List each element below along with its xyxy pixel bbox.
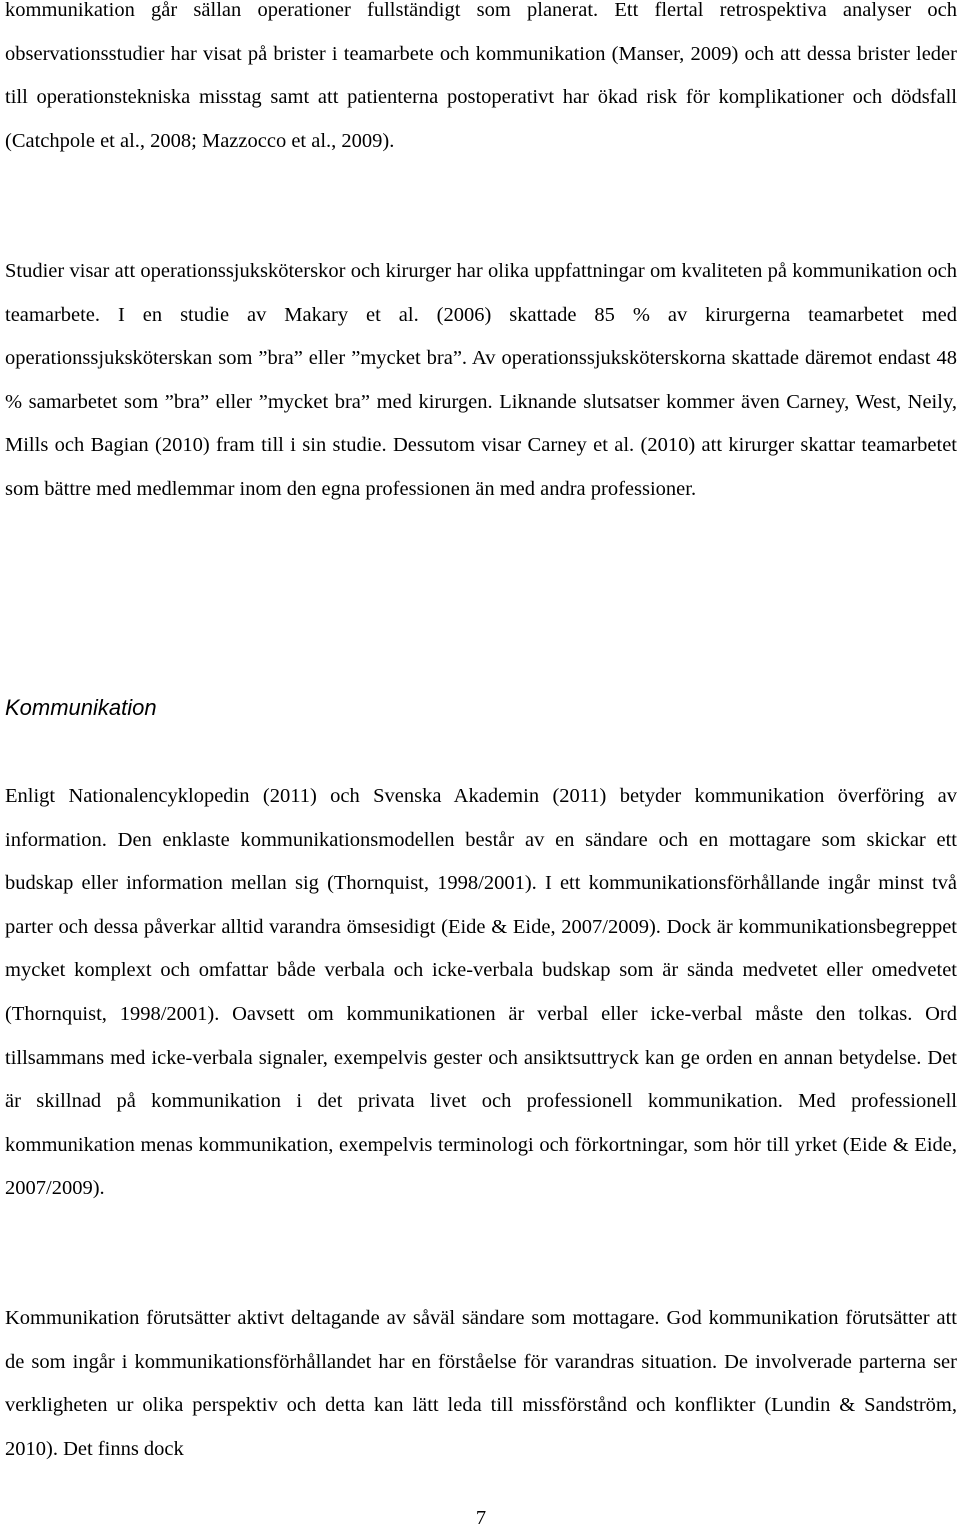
document-page	[5, 0, 957, 1531]
paragraph-studies: Studier visar att operationssjuksköterskor och kirurger har olika uppfattningar om kvaliteten på kommunikation och teamarbete. I en studie av Makary et al. (2006) skattade 85 % av kirurgerna teamarbetet med operationssjuksköterskan som ”bra” eller ”mycket bra”. Av operationssjuksköterskorna skattade däremot endast 48 % samarbetet som ”bra” eller ”mycket bra” med kirurgen. Liknande slutsatser kommer även Carney, West, Neily, Mills och Bagian (2010) fram till i sin studie. Dessutom visar Carney et al. (2010) att kirurger skattar teamarbetet som bättre med medlemmar inom den egna professionen än med andra professioner.	[5, 260, 957, 500]
page-number: 7	[475, 1507, 487, 1529]
paragraph-participation: Kommunikation förutsätter aktivt deltagande av såväl sändare som mottagare. God kommunikation förutsätter att de som ingår i kommunikationsförhållandet har en förståelse för varandras situation. De involverade parterna ser verkligheten ur olika perspektiv och detta kan lätt leda till missförstånd och konflikter (Lundin & Sandström, 2010). Det finns dock	[5, 1307, 957, 1460]
section-heading: Kommunikation	[5, 695, 157, 720]
paragraph-definition: Enligt Nationalencyklopedin (2011) och Svenska Akademin (2011) betyder kommunikation överföring av information. Den enklaste kommunikationsmodellen består av en sändare och en mottagare som skickar ett budskap eller information mellan sig (Thornquist, 1998/2001). I ett kommunikationsförhållande ingår minst två parter och dessa påverkar alltid varandra ömsesidigt (Eide & Eide, 2007/2009). Dock är kommunikationsbegreppet mycket komplext och omfattar både verbala och icke-verbala budskap som är sända medvetet eller omedvetet (Thornquist, 1998/2001). Oavsett om kommunikationen är verbal eller icke-verbal måste den tolkas. Ord tillsammans med icke-verbala signaler, exempelvis gester och ansiktsuttryck kan ge orden en annan betydelse. Det är skillnad på kommunikation i det privata livet och professionell kommunikation. Med professionell kommunikation menas kommunikation, exempelvis terminologi och förkortningar, som hör till yrket (Eide & Eide, 2007/2009).	[5, 785, 957, 1200]
paragraph-intro: kommunikation går sällan operationer fullständigt som planerat. Ett flertal retrospektiva analyser och observationsstudier har visat på brister i teamarbete och kommunikation (Manser, 2009) och att dessa brister leder till operationstekniska misstag samt att patienterna postoperativt har ökad risk för komplikationer och dödsfall (Catchpole et al., 2008; Mazzocco et al., 2009).	[5, 0, 957, 152]
